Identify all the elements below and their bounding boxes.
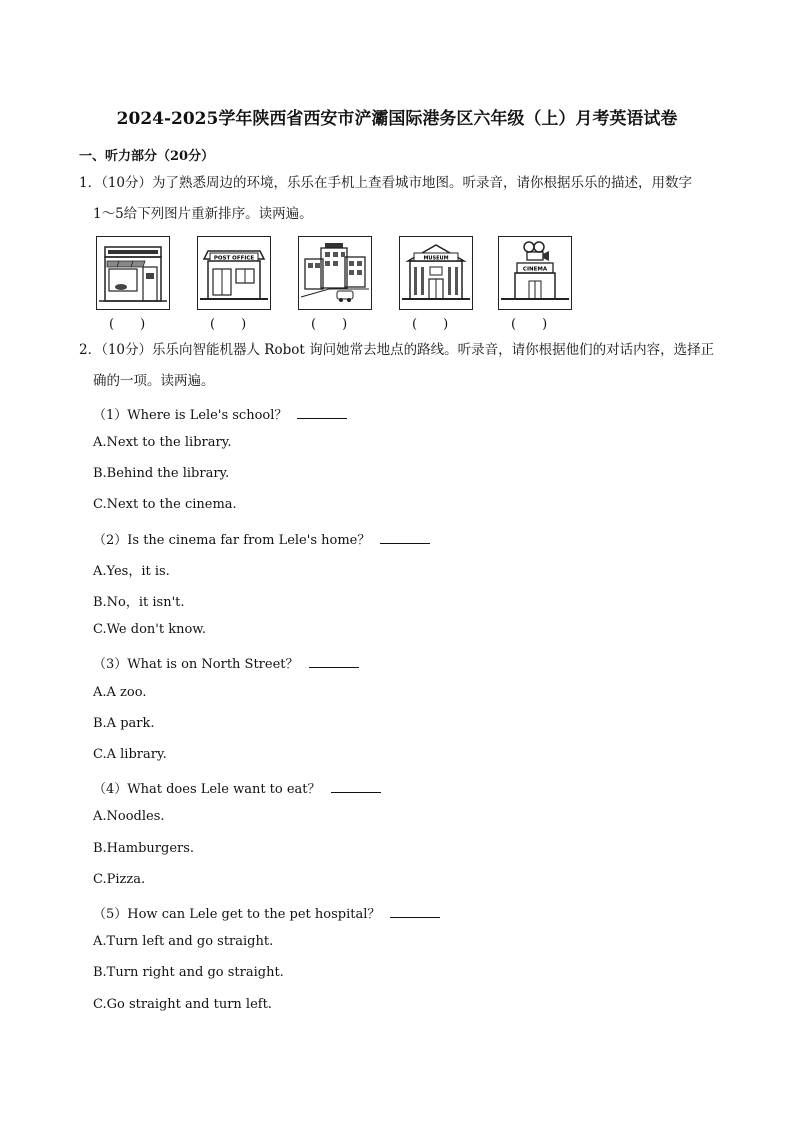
answer-blank-4[interactable]: ( ): [412, 317, 449, 332]
option-4c: C.Pizza.: [93, 872, 146, 887]
hospital-icon: [298, 236, 372, 310]
cinema-icon: [498, 236, 572, 310]
question-1: [79, 168, 719, 230]
option-5a: A.Turn left and go straight.: [93, 934, 274, 949]
answer-blank[interactable]: [390, 905, 440, 918]
option-3a: A.A zoo.: [93, 685, 147, 700]
post-office-icon: [197, 236, 271, 310]
option-2b: B.No，it isn't.: [93, 595, 185, 610]
option-5b: B.Turn right and go straight.: [93, 965, 284, 980]
shop-icon: [96, 236, 170, 310]
option-3c: C.A library.: [93, 747, 167, 762]
option-2a: A.Yes，it is.: [93, 564, 170, 579]
sub-question-1: （1）Where is Lele's school？: [93, 404, 347, 423]
page-title: 2024-2025学年陕西省西安市浐灞国际港务区六年级（上）月考英语试卷: [116, 109, 678, 129]
question-1-text-cont: 1～5给下列图片重新排序。读两遍。: [93, 206, 313, 222]
question-2-text: 2．（10分）乐乐向智能机器人 Robot 询问她常去地点的路线。听录音，请你根据他们的对话内容，选择正: [79, 342, 715, 358]
option-4a: A.Noodles.: [93, 809, 165, 824]
answer-blank[interactable]: [309, 655, 359, 668]
option-1c: C.Next to the cinema.: [93, 497, 237, 512]
option-2c: C.We don't know.: [93, 622, 206, 637]
museum-icon: [399, 236, 473, 310]
answer-blank-3[interactable]: ( ): [311, 317, 348, 332]
option-5c: C.Go straight and turn left.: [93, 997, 272, 1012]
option-3b: B.A park.: [93, 716, 155, 731]
option-4b: B.Hamburgers.: [93, 841, 195, 856]
answer-blank-1[interactable]: ( ): [109, 317, 146, 332]
sub-question-4: （4）What does Lele want to eat？: [93, 778, 381, 797]
answer-blank[interactable]: [331, 780, 381, 793]
question-2: [79, 335, 719, 397]
post-office-sign: POST OFFICE: [213, 255, 255, 262]
answer-blank[interactable]: [380, 531, 430, 544]
question-1-text: 1．（10分）为了熟悉周边的环境，乐乐在手机上查看城市地图。听录音，请你根据乐乐的描述，用数字: [79, 175, 693, 191]
option-1b: B.Behind the library.: [93, 466, 230, 481]
cinema-sign: CINEMA: [522, 266, 548, 273]
option-1a: A.Next to the library.: [93, 435, 232, 450]
answer-blank[interactable]: [297, 406, 347, 419]
sub-question-3: （3）What is on North Street？: [93, 653, 359, 672]
answer-blank-2[interactable]: ( ): [210, 317, 247, 332]
sub-question-2: （2）Is the cinema far from Lele's home？: [93, 529, 430, 548]
museum-sign: MUSEUM: [423, 255, 449, 262]
question-2-text-cont: 确的一项。读两遍。: [93, 373, 215, 389]
answer-blank-5[interactable]: ( ): [511, 317, 548, 332]
section-heading: 一、听力部分（20分）: [79, 149, 215, 164]
sub-question-5: （5）How can Lele get to the pet hospital？: [93, 903, 440, 922]
